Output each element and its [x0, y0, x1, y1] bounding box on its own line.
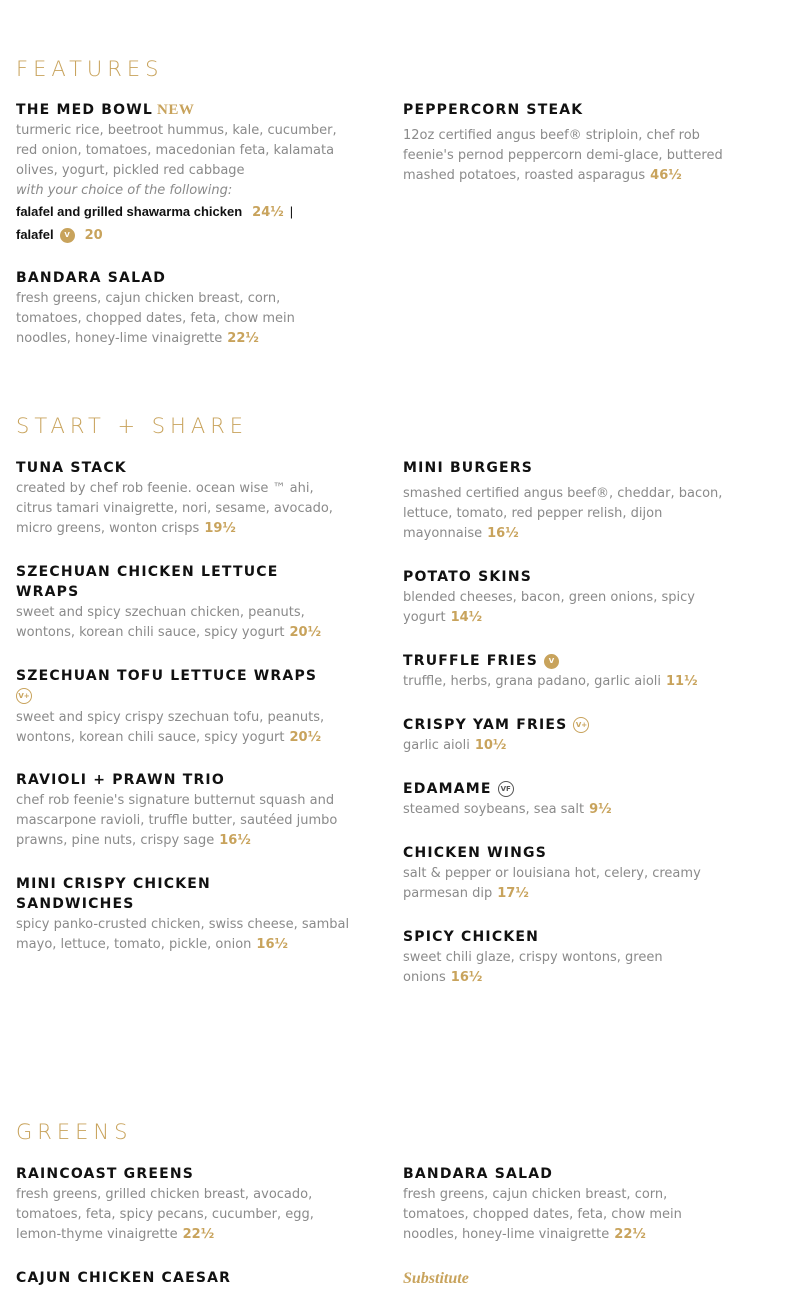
item-name: EDAMAME	[403, 781, 492, 797]
menu-item-spicy-chicken	[403, 927, 683, 988]
item-description: turmeric rice, beetroot hummus, kale, cucumber, red onion, tomatoes, macedonian feta, kalamata olives, yogurt, pickled red cabbage	[16, 123, 337, 178]
item-description: sweet chili glaze, crispy wontons, green onions	[403, 950, 663, 985]
item-name: CHICKEN WINGS	[403, 845, 548, 861]
vegan-icon: V+	[573, 717, 589, 733]
menu-item-med-bowl	[16, 100, 356, 247]
item-name: MINI CRISPY CHICKEN SANDWICHES	[16, 876, 211, 912]
menu-item-ravioli	[16, 770, 356, 851]
item-description: sweet and spicy szechuan chicken, peanuts, wontons, korean chili sauce, spicy yogurt	[16, 605, 305, 640]
menu-item-potato-skins	[403, 567, 713, 628]
menu-item-bandara-salad	[16, 268, 356, 349]
menu-item-peppercorn-steak	[403, 100, 733, 186]
option-row	[16, 224, 356, 247]
vegan-icon: V+	[16, 688, 32, 704]
new-tag: NEW	[157, 102, 195, 118]
item-name: SPICY CHICKEN	[403, 929, 540, 945]
item-description: 12oz certified angus beef® striploin, chef rob feenie's pernod peppercorn demi-glace, buttered mashed potatoes, roasted asparagus	[403, 128, 723, 183]
item-name: MINI BURGERS	[403, 460, 534, 476]
item-name: CAJUN CHICKEN CAESAR	[16, 1270, 232, 1286]
item-name: POTATO SKINS	[403, 569, 533, 585]
item-description: chef rob feenie's signature butternut squash and mascarpone ravioli, truffle butter, sautéed jumbo prawns, pine nuts, crispy sage	[16, 793, 338, 848]
item-description: blended cheeses, bacon, green onions, spicy yogurt	[403, 590, 695, 625]
menu-item-mini-crispy-chicken	[16, 874, 356, 955]
vegetarian-icon: V	[60, 228, 75, 243]
item-price: 16½	[219, 833, 251, 848]
item-name: BANDARA SALAD	[403, 1166, 554, 1182]
option-row	[16, 201, 356, 224]
item-price: 20½	[289, 625, 322, 640]
option-separator: |	[289, 204, 294, 219]
item-price: 17½	[497, 886, 529, 901]
item-price: 16½	[450, 970, 483, 985]
item-price: 22½	[182, 1227, 215, 1242]
features-heading: FEATURES	[16, 57, 164, 81]
item-description: fresh greens, grilled chicken breast, avocado, tomatoes, feta, spicy pecans, cucumber, egg, lemon-thyme vinaigrette	[16, 1187, 314, 1242]
item-name: TUNA STACK	[16, 460, 127, 476]
item-description: fresh greens, cajun chicken breast, corn, tomatoes, chopped dates, feta, chow mein noodles, honey-lime vinaigrette	[16, 291, 295, 346]
item-price: 22½	[614, 1227, 646, 1242]
item-name: THE MED BOWL	[16, 102, 154, 118]
item-name: SZECHUAN CHICKEN LETTUCE WRAPS	[16, 564, 279, 600]
menu-item-cajun-chicken-caesar	[16, 1268, 356, 1288]
item-price: 22½	[227, 331, 259, 346]
item-description: garlic aioli	[403, 738, 470, 753]
item-price: 9½	[589, 802, 612, 817]
item-price: 14½	[450, 610, 483, 625]
item-price: 10½	[474, 738, 507, 753]
greens-heading: GREENS	[16, 1120, 133, 1144]
item-description: steamed soybeans, sea salt	[403, 802, 585, 817]
item-description: sweet and spicy crispy szechuan tofu, peanuts, wontons, korean chili sauce, spicy yogurt	[16, 710, 325, 745]
item-description: created by chef rob feenie. ocean wise ™ ahi, citrus tamari vinaigrette, nori, sesame, avocado, micro greens, wonton crisps	[16, 481, 333, 536]
item-price: 46½	[650, 168, 682, 183]
item-description: spicy panko-crusted chicken, swiss cheese, sambal mayo, lettuce, tomato, pickle, onion	[16, 917, 350, 952]
start-share-heading: START + SHARE	[16, 414, 249, 438]
item-price: 16½	[487, 526, 519, 541]
item-price: 19½	[204, 521, 236, 536]
choice-note: with your choice of the following:	[16, 183, 233, 198]
vegan-friendly-icon: VF	[498, 781, 514, 797]
item-price: 11½	[666, 674, 698, 689]
option-price: 24½	[252, 205, 284, 220]
item-name: BANDARA SALAD	[16, 270, 167, 286]
menu-item-chicken-wings	[403, 843, 713, 904]
item-name: SZECHUAN TOFU LETTUCE WRAPS	[16, 668, 318, 684]
menu-item-szechuan-tofu	[16, 666, 356, 748]
item-price: 20½	[289, 730, 322, 745]
item-name: PEPPERCORN STEAK	[403, 102, 584, 118]
option-price: 20	[84, 228, 103, 243]
menu-item-yam-fries	[403, 715, 743, 756]
vegetarian-icon: V	[544, 654, 559, 669]
item-name: RAINCOAST GREENS	[16, 1166, 195, 1182]
option-label: falafel and grilled shawarma chicken	[16, 204, 243, 219]
substitute-heading: Substitute	[403, 1270, 469, 1287]
item-name: TRUFFLE FRIES	[403, 653, 538, 669]
menu-item-tuna-stack	[16, 458, 356, 539]
menu-item-bandara-salad-greens	[403, 1164, 703, 1245]
item-description: fresh greens, cajun chicken breast, corn, tomatoes, chopped dates, feta, chow mein noodles, honey-lime vinaigrette	[403, 1187, 682, 1242]
menu-item-mini-burgers	[403, 458, 723, 544]
menu-item-raincoast-greens	[16, 1164, 356, 1245]
item-description: truffle, herbs, grana padano, garlic aioli	[403, 674, 662, 689]
menu-item-edamame	[403, 779, 743, 820]
item-description: smashed certified angus beef®, cheddar, bacon, lettuce, tomato, red pepper relish, dijon mayonnaise	[403, 486, 723, 541]
option-label: falafel	[16, 227, 54, 242]
item-description: salt & pepper or louisiana hot, celery, creamy parmesan dip	[403, 866, 701, 901]
item-price: 16½	[256, 937, 288, 952]
item-name: RAVIOLI + PRAWN TRIO	[16, 772, 225, 788]
menu-item-szechuan-chicken	[16, 562, 356, 643]
menu-item-truffle-fries	[403, 651, 743, 692]
item-name: CRISPY YAM FRIES	[403, 717, 568, 733]
